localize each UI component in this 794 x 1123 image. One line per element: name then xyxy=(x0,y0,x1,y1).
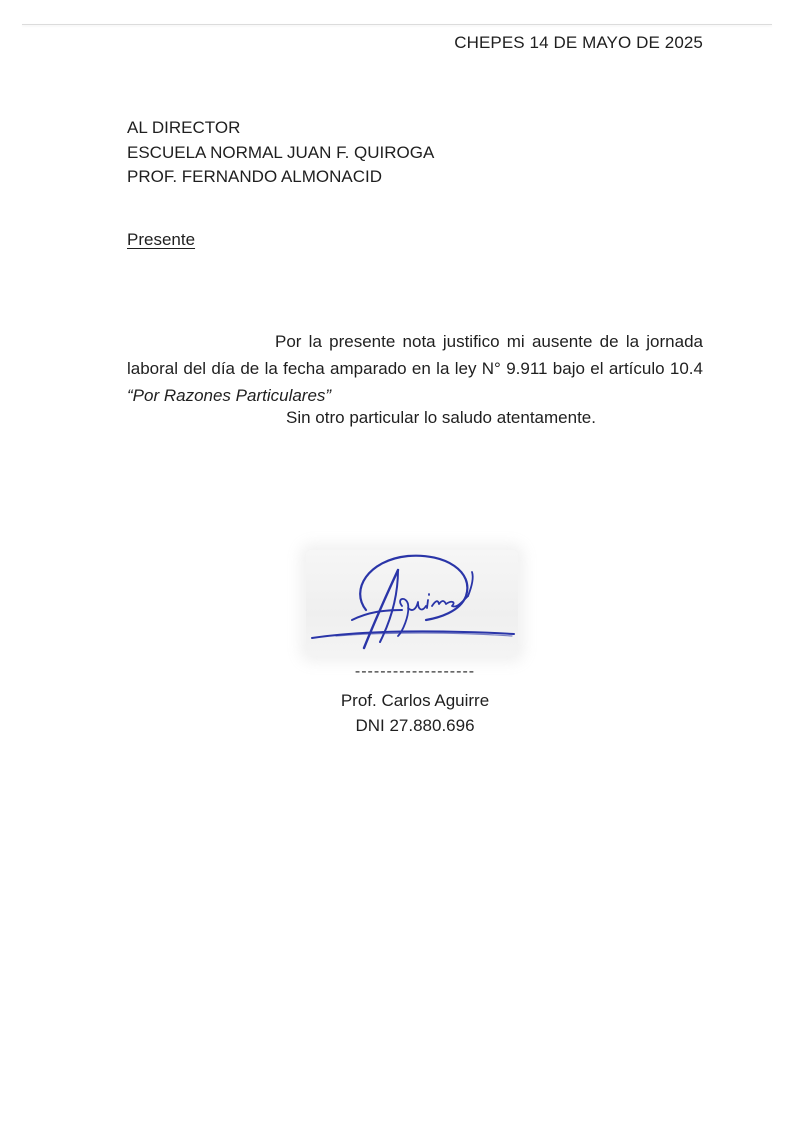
body-paragraph xyxy=(127,328,703,409)
salutation: Presente xyxy=(127,230,196,249)
signer-block xyxy=(0,688,794,738)
body-text: Por la presente nota justifico mi ausente de la jornada laboral del día de la fecha amparado en la ley N° 9.911 bajo el artículo 10.4 xyxy=(127,332,703,378)
signer-dni: DNI 27.880.696 xyxy=(355,716,475,735)
recipient-line-1: AL DIRECTOR xyxy=(127,118,241,137)
signer-name: Prof. Carlos Aguirre xyxy=(340,691,490,710)
body-italic-quote: “Por Razones Particulares” xyxy=(127,386,332,405)
recipient-block xyxy=(127,116,434,190)
signature-dash-line: ------------------- xyxy=(354,663,476,680)
date-line: CHEPES 14 DE MAYO DE 2025 xyxy=(454,33,703,52)
recipient-line-3: PROF. FERNANDO ALMONACID xyxy=(127,167,383,186)
recipient-line-2: ESCUELA NORMAL JUAN F. QUIROGA xyxy=(127,142,435,162)
top-divider xyxy=(22,24,772,25)
closing-line: Sin otro particular lo saludo atentamente. xyxy=(286,408,596,427)
handwritten-signature xyxy=(306,550,518,656)
